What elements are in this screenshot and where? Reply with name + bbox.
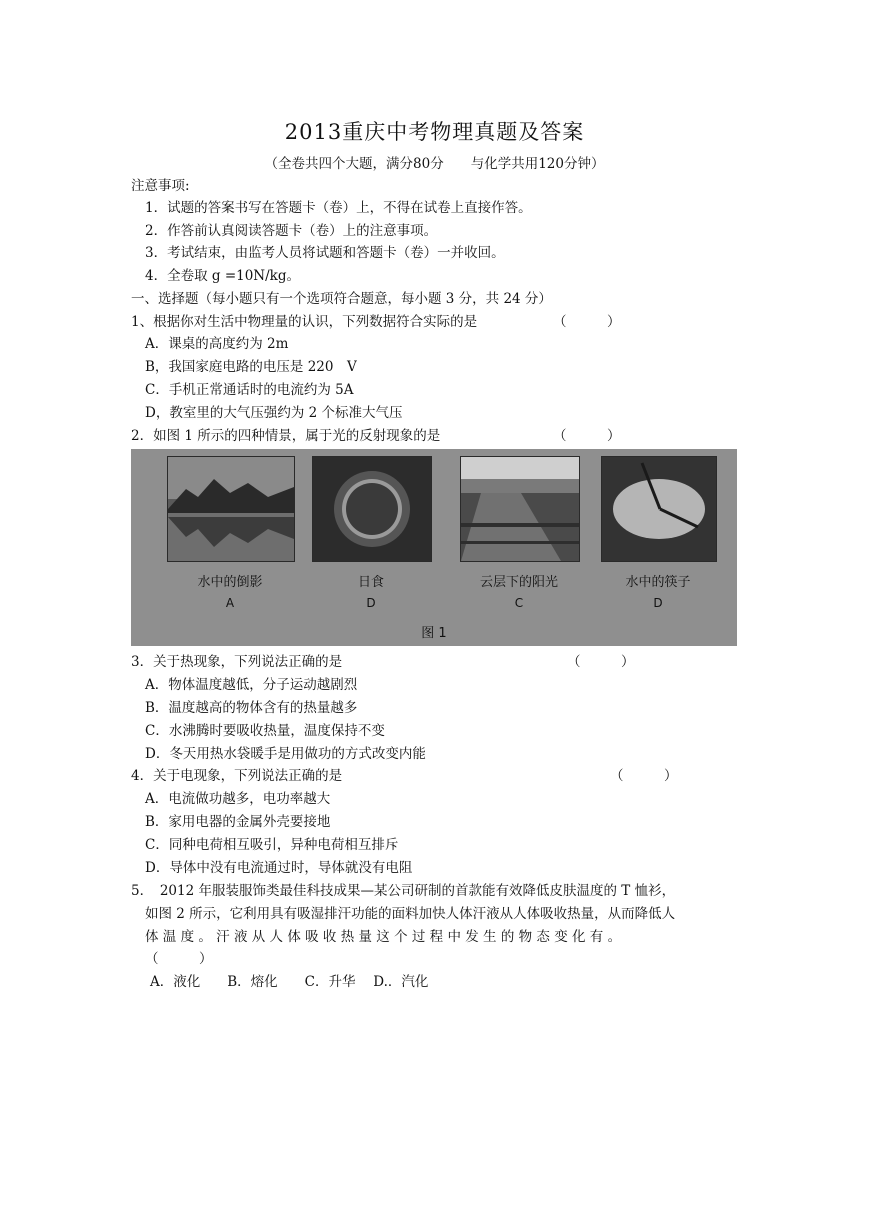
page-title: 2013重庆中考物理真题及答案 — [284, 120, 585, 144]
figure-caption: 云层下的阳光 — [479, 575, 558, 590]
question-5-stem: 如图 2 所示，它利用具有吸湿排汗功能的面料加快人体汗液从人体吸收热量，从而降低人 — [145, 906, 676, 922]
answer-blank: （ ） — [145, 951, 213, 967]
options-row: A．液化 B．熔化 C．升华 D.．汽化 — [150, 974, 429, 990]
answer-blank: （ ） — [553, 314, 621, 330]
note-item: 2．作答前认真阅读答题卡（卷）上的注意事项。 — [145, 223, 438, 239]
answer-blank: （ ） — [553, 428, 621, 444]
page-subtitle: （全卷共四个大题，满分80分 与化学共用120分钟） — [264, 156, 605, 172]
note-item: 1．试题的答案书写在答题卡（卷）上，不得在试卷上直接作答。 — [145, 200, 532, 216]
question-4-stem: 4．关于电现象，下列说法正确的是 — [131, 768, 343, 784]
note-item: 3．考试结束，由监考人员将试题和答题卡（卷）一并收回。 — [145, 245, 505, 261]
option: D，教室里的大气压强约为 2 个标准大气压 — [145, 405, 403, 421]
option: B，我国家庭电路的电压是 220 V — [145, 359, 357, 375]
note-item: 4．全卷取 g =10N/kg。 — [145, 268, 300, 284]
chopsticks-in-water-photo — [601, 456, 717, 562]
option: A．电流做功越多，电功率越大 — [145, 791, 331, 807]
question-5-stem: 5． 2012 年服装服饰类最佳科技成果—某公司研制的首款能有效降低皮肤温度的 T 恤衫， — [131, 883, 676, 899]
figure-caption: 水中的筷子 — [625, 575, 691, 590]
option: C．同种电荷相互吸引，异种电荷相互排斥 — [145, 837, 399, 853]
figure-caption: 日食 — [357, 575, 384, 590]
option: B．家用电器的金属外壳要接地 — [145, 814, 331, 830]
answer-blank: （ ） — [567, 654, 635, 670]
figure-1 — [131, 449, 737, 646]
figure-caption: 水中的倒影 — [197, 575, 263, 590]
option: B．温度越高的物体含有的热量越多 — [145, 700, 358, 716]
answer-blank: （ ） — [610, 768, 678, 784]
figure-letter: C — [514, 596, 524, 610]
option: D．导体中没有电流通过时，导体就没有电阻 — [145, 860, 413, 876]
mountain-reflection-photo — [167, 456, 295, 562]
option: C．手机正常通话时的电流约为 5A — [145, 382, 354, 398]
figure-label: 图 1 — [421, 626, 447, 641]
question-1-stem: 1、根据你对生活中物理量的认识，下列数据符合实际的是 — [131, 314, 478, 330]
figure-letter: D — [366, 596, 376, 610]
solar-eclipse-photo — [312, 456, 432, 562]
option: A．物体温度越低，分子运动越剧烈 — [145, 677, 358, 693]
option: C．水沸腾时要吸收热量，温度保持不变 — [145, 723, 385, 739]
question-3-stem: 3．关于热现象，下列说法正确的是 — [131, 654, 343, 670]
question-5-stem: 体 温 度 。 汗 液 从 人 体 吸 收 热 量 这 个 过 程 中 发 生 的 物 态 变 化 有 。 — [145, 929, 622, 945]
option: D．冬天用热水袋暖手是用做功的方式改变内能 — [145, 746, 426, 762]
figure-letter: D — [653, 596, 663, 610]
question-2-stem: 2．如图 1 所示的四种情景，属于光的反射现象的是 — [131, 428, 441, 444]
figure-letter: A — [225, 596, 235, 610]
sunlight-under-clouds-photo — [460, 456, 580, 562]
notes-heading: 注意事项: — [131, 178, 190, 194]
section-heading: 一、选择题（每小题只有一个选项符合题意，每小题 3 分，共 24 分） — [131, 291, 552, 307]
option: A．课桌的高度约为 2m — [145, 336, 289, 352]
